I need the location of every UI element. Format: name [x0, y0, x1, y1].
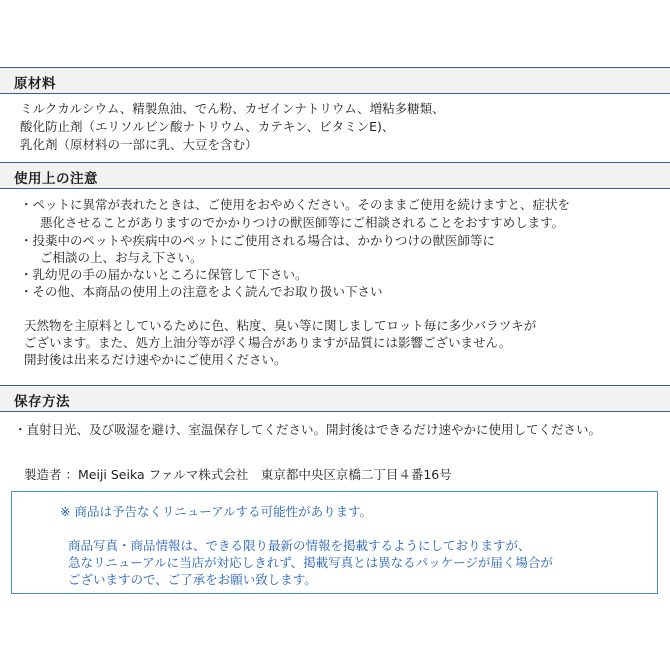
renewal-notice-line-3: 急なリニューアルに当店が対応しきれず、掲載写真とは異なるパッケージが届く場合が — [68, 555, 553, 570]
precaution-item-4: ・その他、本商品の使用上の注意をよく読んでお取り扱い下さい — [20, 284, 383, 299]
precaution-paragraph-1: 天然物を主原料としているために色、粘度、臭い等に関しましてロット毎に多少バラツキが — [24, 318, 537, 333]
precaution-item-3: ・乳幼児の手の届かないところに保管して下さい。 — [20, 267, 308, 282]
storage-heading: 保存方法 — [14, 394, 70, 410]
precaution-item-1: ・ペットに異常が表れたときは、ご使用をおやめください。そのままご使用を続けますと、症状を — [20, 197, 571, 212]
precaution-paragraph-3: 開封後は出来るだけ速やかにご使用ください。 — [24, 352, 287, 367]
ingredients-heading: 原材料 — [14, 76, 56, 92]
renewal-notice-line-1: ※ 商品は予告なくリニューアルする可能性があります。 — [60, 504, 373, 519]
storage-line: ・直射日光、及び吸湿を避け、室温保存してください。開封後はできるだけ速やかに使用してください。 — [14, 422, 602, 437]
precaution-item-1-cont: 悪化させることがありますのでかかりつけの獣医師等にご相談されることをおすすめします。 — [40, 215, 565, 230]
precaution-paragraph-2: ございます。また、処方上油分等が浮く場合がありますが品質には影響ございません。 — [24, 335, 512, 350]
precaution-item-2: ・投薬中のペットや疾病中のペットにご使用される場合は、かかりつけの獣医師等に — [20, 233, 496, 248]
manufacturer-text: 製造者 ：Meiji Seika ファルマ株式会社 東京都中央区京橋二丁目４番16号 — [24, 467, 452, 482]
precautions-heading: 使用上の注意 — [14, 171, 98, 187]
precautions-header — [0, 162, 670, 189]
ingredients-line-1: ミルクカルシウム、精製魚油、でん粉、カゼインナトリウム、増粘多糖類、 — [20, 101, 445, 116]
renewal-notice-line-2: 商品写真・商品情報は、できる限り最新の情報を掲載するようにしておりますが、 — [68, 538, 531, 553]
ingredients-line-2: 酸化防止剤（エリソルビン酸ナトリウム、カテキン、ビタミンE)、 — [20, 119, 395, 134]
renewal-notice-line-4: ございますので、ご了承をお願い致します。 — [68, 572, 317, 587]
storage-header — [0, 385, 670, 412]
ingredients-line-3: 乳化剤（原材料の一部に乳、大豆を含む） — [20, 137, 258, 152]
ingredients-header — [0, 67, 670, 94]
precaution-item-2-cont: ご相談の上、お与え下さい。 — [40, 250, 203, 265]
